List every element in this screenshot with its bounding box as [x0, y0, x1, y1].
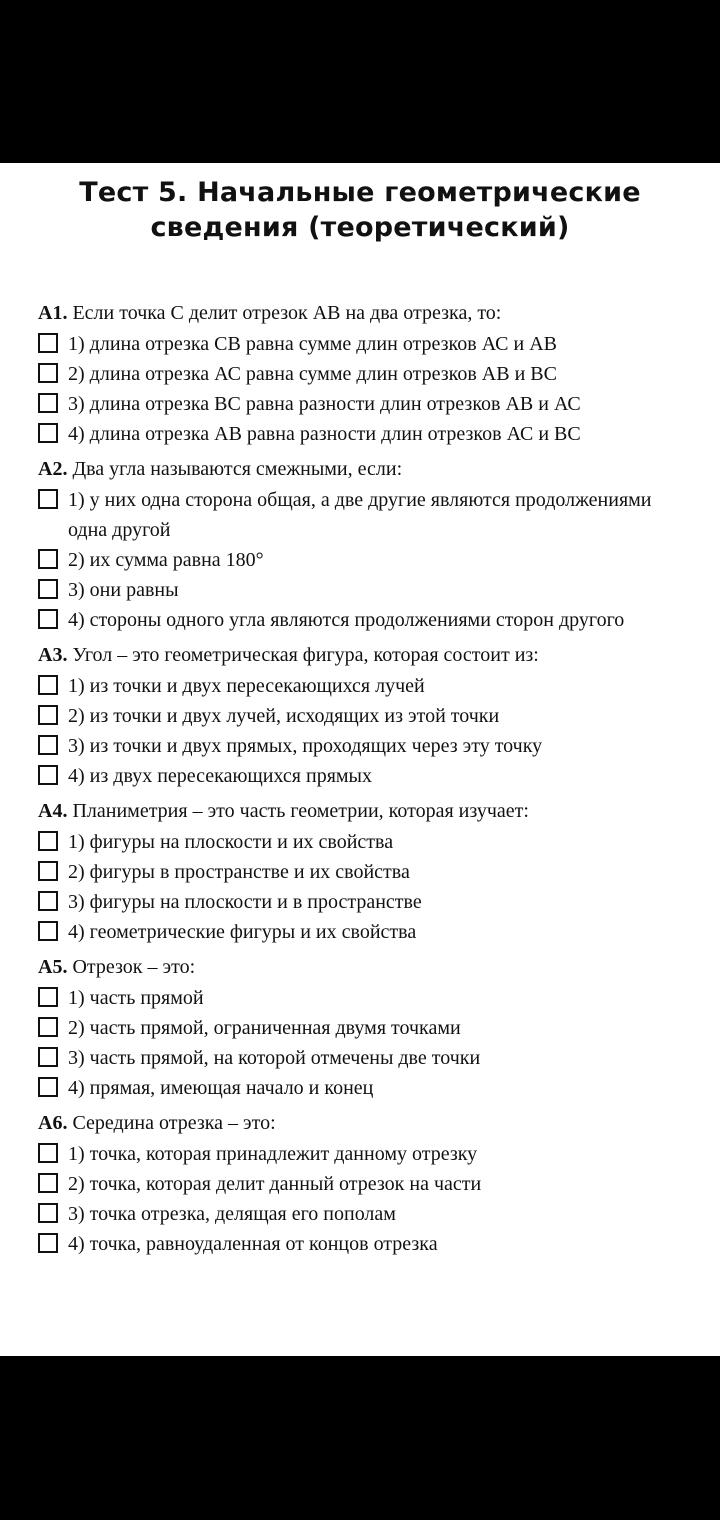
answer-option-1[interactable]	[38, 827, 678, 857]
question-number: А1.	[38, 302, 68, 324]
answer-label: 3) точка отрезка, делящая его пополам	[68, 1203, 396, 1225]
answer-option-3[interactable]	[38, 389, 678, 419]
answer-label: 2) точка, которая делит данный отрезок на части	[68, 1173, 482, 1195]
answer-checkbox[interactable]	[38, 765, 58, 785]
question-text: Отрезок – это:	[72, 956, 196, 978]
question-header	[38, 797, 678, 827]
answer-checkbox[interactable]	[38, 579, 58, 599]
answer-label: 2) фигуры в пространстве и их свойства	[68, 861, 410, 883]
question-header	[38, 953, 678, 983]
answer-option-1[interactable]	[38, 1139, 678, 1169]
answer-option-4[interactable]	[38, 761, 678, 791]
question-1	[38, 299, 678, 455]
answer-label: 2) их сумма равна 180°	[68, 549, 264, 571]
answer-label: 1) у них одна сторона общая, а две другие являются продолжениями одна другой	[68, 489, 652, 541]
answer-label: 4) из двух пересекающихся прямых	[68, 765, 372, 787]
question-header	[38, 641, 678, 671]
question-header	[38, 299, 678, 329]
answer-checkbox[interactable]	[38, 423, 58, 443]
answer-option-3[interactable]	[38, 887, 678, 917]
question-4	[38, 797, 678, 953]
answer-checkbox[interactable]	[38, 1233, 58, 1253]
answer-option-3[interactable]	[38, 1199, 678, 1229]
question-6	[38, 1109, 678, 1265]
answer-label: 3) из точки и двух прямых, проходящих через эту точку	[68, 735, 543, 757]
answer-checkbox[interactable]	[38, 549, 58, 569]
answer-label: 3) фигуры на плоскости и в пространстве	[68, 891, 422, 913]
answer-option-1[interactable]	[38, 983, 678, 1013]
answer-label: 1) длина отрезка СВ равна сумме длин отрезков АС и АВ	[68, 333, 557, 355]
question-text: Середина отрезка – это:	[72, 1112, 276, 1134]
answer-label: 1) фигуры на плоскости и их свойства	[68, 831, 394, 853]
answer-checkbox[interactable]	[38, 333, 58, 353]
answer-checkbox[interactable]	[38, 609, 58, 629]
answer-label: 4) длина отрезка АВ равна разности длин отрезков АС и ВС	[68, 423, 581, 445]
question-text: Если точка С делит отрезок АВ на два отрезка, то:	[72, 302, 502, 324]
page-title	[0, 175, 720, 245]
answer-option-4[interactable]	[38, 917, 678, 947]
answer-option-2[interactable]	[38, 1013, 678, 1043]
answer-label: 2) длина отрезка АС равна сумме длин отрезков АВ и ВС	[68, 363, 557, 385]
question-spacer	[38, 1259, 678, 1265]
answer-label: 4) прямая, имеющая начало и конец	[68, 1077, 374, 1099]
answer-option-1[interactable]	[38, 671, 678, 701]
answer-checkbox[interactable]	[38, 705, 58, 725]
answer-checkbox[interactable]	[38, 489, 58, 509]
title-line-2: сведения (теоретический)	[150, 212, 570, 243]
answer-label: 4) точка, равноудаленная от концов отрезка	[68, 1233, 438, 1255]
answer-option-4[interactable]	[38, 1073, 678, 1103]
answer-checkbox[interactable]	[38, 831, 58, 851]
answer-checkbox[interactable]	[38, 987, 58, 1007]
question-text: Угол – это геометрическая фигура, которая состоит из:	[72, 644, 539, 666]
answer-checkbox[interactable]	[38, 735, 58, 755]
answer-checkbox[interactable]	[38, 891, 58, 911]
document-page	[0, 163, 720, 1356]
answer-checkbox[interactable]	[38, 1173, 58, 1193]
question-number: А4.	[38, 800, 68, 822]
answer-option-2[interactable]	[38, 545, 678, 575]
question-text: Планиметрия – это часть геометрии, которая изучает:	[72, 800, 529, 822]
answer-option-2[interactable]	[38, 359, 678, 389]
answer-option-4[interactable]	[38, 1229, 678, 1259]
answer-label: 3) часть прямой, на которой отмечены две точки	[68, 1047, 481, 1069]
answer-label: 3) длина отрезка ВС равна разности длин отрезков АВ и АС	[68, 393, 581, 415]
questions-list	[38, 299, 678, 1265]
answer-label: 1) из точки и двух пересекающихся лучей	[68, 675, 425, 697]
answer-option-3[interactable]	[38, 575, 678, 605]
question-3	[38, 641, 678, 797]
question-header	[38, 1109, 678, 1139]
answer-label: 1) точка, которая принадлежит данному отрезку	[68, 1143, 478, 1165]
answer-option-4[interactable]	[38, 419, 678, 449]
answer-label: 2) часть прямой, ограниченная двумя точками	[68, 1017, 461, 1039]
title-line-1: Тест 5. Начальные геометрические	[79, 177, 641, 208]
question-2	[38, 455, 678, 641]
question-text: Два угла называются смежными, если:	[72, 458, 403, 480]
answer-option-3[interactable]	[38, 1043, 678, 1073]
answer-label: 1) часть прямой	[68, 987, 204, 1009]
answer-option-1[interactable]	[38, 329, 678, 359]
answer-checkbox[interactable]	[38, 675, 58, 695]
question-number: А3.	[38, 644, 68, 666]
answer-label: 2) из точки и двух лучей, исходящих из этой точки	[68, 705, 500, 727]
question-5	[38, 953, 678, 1109]
question-number: А6.	[38, 1112, 68, 1134]
answer-option-1[interactable]	[38, 485, 678, 545]
answer-checkbox[interactable]	[38, 363, 58, 383]
question-number: А5.	[38, 956, 68, 978]
answer-label: 4) геометрические фигуры и их свойства	[68, 921, 417, 943]
answer-label: 3) они равны	[68, 579, 179, 601]
answer-checkbox[interactable]	[38, 861, 58, 881]
answer-option-2[interactable]	[38, 1169, 678, 1199]
answer-label: 4) стороны одного угла являются продолжениями сторон другого	[68, 609, 625, 631]
answer-checkbox[interactable]	[38, 1047, 58, 1067]
answer-option-2[interactable]	[38, 701, 678, 731]
answer-option-2[interactable]	[38, 857, 678, 887]
answer-checkbox[interactable]	[38, 1017, 58, 1037]
answer-checkbox[interactable]	[38, 393, 58, 413]
answer-checkbox[interactable]	[38, 1077, 58, 1097]
question-number: А2.	[38, 458, 68, 480]
question-header	[38, 455, 678, 485]
answer-checkbox[interactable]	[38, 921, 58, 941]
answer-option-4[interactable]	[38, 605, 678, 635]
answer-checkbox[interactable]	[38, 1143, 58, 1163]
answer-option-3[interactable]	[38, 731, 678, 761]
answer-checkbox[interactable]	[38, 1203, 58, 1223]
